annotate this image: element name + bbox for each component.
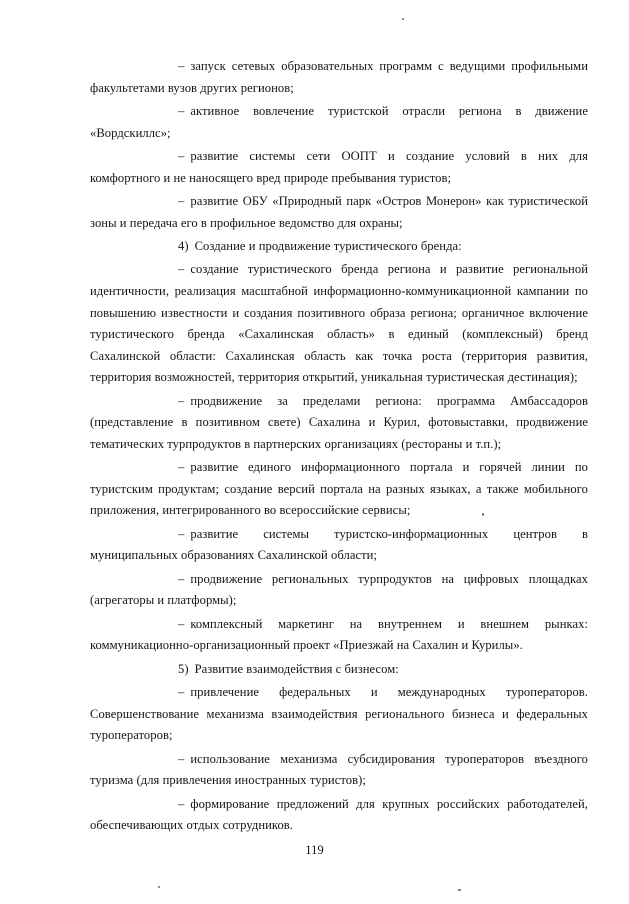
section-heading bbox=[90, 659, 588, 681]
list-item-text: активное вовлечение туристской отрасли региона в движение «Вордскиллс»; bbox=[90, 103, 588, 140]
list-item bbox=[90, 146, 588, 189]
list-item-text: формирование предложений для крупных российских работодателей, обеспечивающих отдых сотрудников. bbox=[90, 796, 588, 833]
list-item-text: развитие системы сети ООПТ и создание условий в них для комфортного и не наносящего вред природе пребывания туристов; bbox=[90, 148, 588, 185]
list-item bbox=[90, 682, 588, 747]
list-item bbox=[90, 191, 588, 234]
list-marker: – bbox=[178, 526, 185, 541]
list-item bbox=[90, 391, 588, 456]
list-marker: – bbox=[178, 796, 185, 811]
list-item-text: развитие системы туристско-информационных центров в муниципальных образованиях Сахалинской области; bbox=[90, 526, 588, 563]
scan-speck bbox=[458, 889, 461, 891]
scan-speck bbox=[482, 513, 484, 516]
list-marker: – bbox=[178, 59, 185, 73]
list-marker: – bbox=[178, 571, 185, 586]
list-item-text: запуск сетевых образовательных программ с ведущими профильными факультетами вузов других регионов; bbox=[90, 59, 588, 95]
list-item-text: продвижение за пределами региона: программа Амбассадоров (представление в позитивном свете) Сахалина и Курил, фотовыставки, продвижение тематических турпродуктов в партнерских организациях (рестораны и т.п.); bbox=[90, 393, 588, 451]
section-number: 5) bbox=[178, 661, 189, 676]
section-number: 4) bbox=[178, 238, 189, 253]
list-item-text: развитие единого информационного портала и горячей линии по туристским продуктам; создание версий портала на разных языках, а также мобильного приложения, интегрированного во всероссийские сервисы; bbox=[90, 460, 588, 518]
list-item bbox=[90, 457, 588, 522]
list-item-text: развитие ОБУ «Природный парк «Остров Монерон» как туристической зоны и передача его в профильное ведомство для охраны; bbox=[90, 193, 588, 230]
list-marker: – bbox=[178, 193, 185, 208]
list-item-text: создание туристического бренда региона и развитие региональной идентичности, реализация масштабной информационно-коммуникационной кампании по повышению известности и создания позитивного образа региона; органичное включение туристического бренда «Сахалинская область» в единый (комплексный) бренд Сахалинской области: Сахалинская область как точка роста (территория развития, территория возможностей, территория открытий, уникальная туристическая дестинация); bbox=[90, 262, 588, 385]
scan-speck bbox=[158, 886, 160, 888]
page-number: 119 bbox=[305, 843, 324, 857]
scan-speck bbox=[402, 18, 404, 20]
list-marker: – bbox=[178, 262, 185, 277]
section-heading-text: Создание и продвижение туристического бренда: bbox=[194, 238, 462, 253]
list-marker: – bbox=[178, 460, 185, 475]
list-item-text: продвижение региональных турпродуктов на цифровых площадках (агрегаторы и платформы); bbox=[90, 571, 588, 608]
section-heading-text: Развитие взаимодействия с бизнесом: bbox=[194, 661, 399, 676]
list-item-text: комплексный маркетинг на внутреннем и внешнем рынках: коммуникационно-организационный проект «Приезжай на Сахалин и Курилы». bbox=[90, 616, 588, 653]
list-item bbox=[90, 524, 588, 567]
list-marker: – bbox=[178, 393, 185, 408]
list-item bbox=[90, 101, 588, 144]
document-body bbox=[90, 56, 588, 839]
section-heading bbox=[90, 236, 588, 258]
list-marker: – bbox=[178, 685, 185, 700]
list-marker: – bbox=[178, 103, 185, 118]
list-item bbox=[90, 569, 588, 612]
list-item bbox=[90, 56, 588, 99]
list-item-text: привлечение федеральных и международных туроператоров. Совершенствование механизма взаимодействия регионального бизнеса и федеральных туроператоров; bbox=[90, 685, 588, 743]
list-marker: – bbox=[178, 616, 185, 631]
list-item bbox=[90, 794, 588, 837]
list-marker: – bbox=[178, 148, 185, 163]
list-item bbox=[90, 749, 588, 792]
list-item bbox=[90, 614, 588, 657]
list-item bbox=[90, 259, 588, 389]
list-marker: – bbox=[178, 751, 185, 766]
list-item-text: использование механизма субсидирования туроператоров въездного туризма (для привлечения иностранных туристов); bbox=[90, 751, 588, 788]
